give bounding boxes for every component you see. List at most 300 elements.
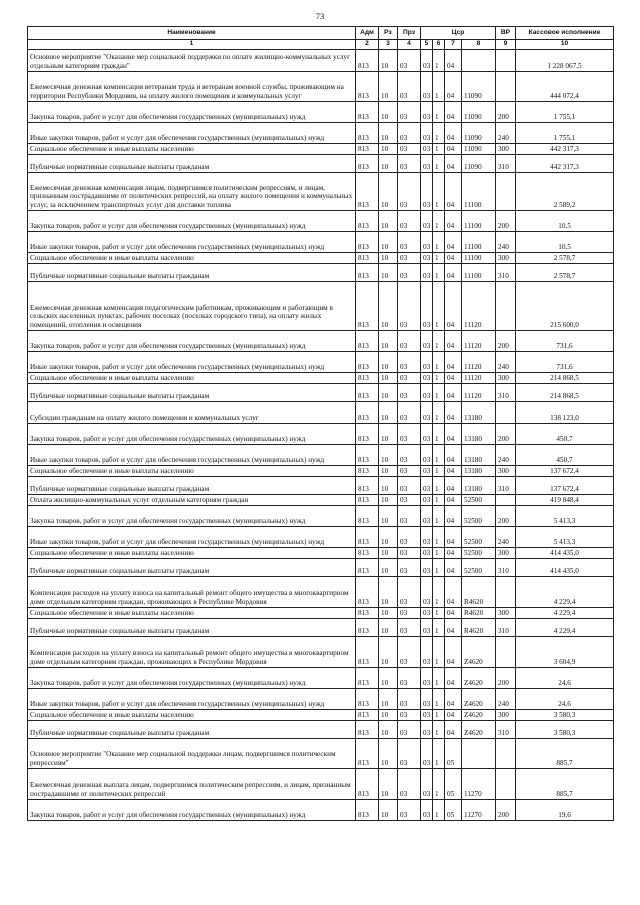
row-vr: 310 — [496, 263, 516, 281]
row-prz: 03 — [398, 476, 421, 494]
row-vr: 300 — [496, 709, 516, 720]
table-row — [28, 143, 614, 154]
header-vr: ВР — [496, 27, 516, 40]
row-adm: 813 — [356, 494, 379, 505]
row-csr-event: 04 — [445, 636, 462, 667]
row-adm: 813 — [356, 143, 379, 154]
row-csr-event: 04 — [445, 281, 462, 330]
row-csr-program: 03 — [421, 738, 433, 768]
row-csr-program: 03 — [421, 372, 433, 383]
row-vr: 300 — [496, 252, 516, 263]
row-vr: 310 — [496, 154, 516, 172]
row-vr: 300 — [496, 465, 516, 476]
row-name: Закупка товаров, работ и услуг для обеспечения государственных (муниципальных) нужд — [28, 799, 356, 820]
row-prz: 03 — [398, 576, 421, 607]
row-vr — [496, 401, 516, 423]
row-csr-direction: 11270 — [462, 799, 496, 820]
row-vr — [496, 738, 516, 768]
row-csr-event: 04 — [445, 71, 462, 101]
table-row — [28, 607, 614, 618]
row-csr-direction: 11100 — [462, 231, 496, 252]
table-row — [28, 465, 614, 476]
row-rz: 10 — [379, 738, 398, 768]
table-row — [28, 154, 614, 172]
table-row — [28, 49, 614, 71]
table-row — [28, 688, 614, 709]
row-csr-event: 04 — [445, 607, 462, 618]
row-csr-subprogram: 1 — [433, 465, 445, 476]
table-row — [28, 799, 614, 820]
row-csr-direction: R4620 — [462, 607, 496, 618]
row-rz: 10 — [379, 281, 398, 330]
row-vr: 310 — [496, 476, 516, 494]
row-csr-direction: 11100 — [462, 172, 496, 210]
table-row — [28, 101, 614, 122]
row-adm: 813 — [356, 281, 379, 330]
row-adm: 813 — [356, 122, 379, 143]
row-csr-event: 04 — [445, 720, 462, 738]
row-csr-subprogram: 1 — [433, 143, 445, 154]
row-prz: 03 — [398, 688, 421, 709]
row-csr-program: 03 — [421, 231, 433, 252]
row-csr-subprogram: 1 — [433, 667, 445, 688]
row-amount: 2 578,7 — [516, 263, 614, 281]
row-adm: 813 — [356, 768, 379, 799]
table-row — [28, 210, 614, 231]
row-csr-program: 03 — [421, 444, 433, 465]
row-prz: 03 — [398, 330, 421, 351]
row-name: Основное мероприятие "Оказание мер социальной поддержки лицам, подвергшимся политическим репрессиям" — [28, 738, 356, 768]
row-adm: 813 — [356, 799, 379, 820]
row-csr-subprogram: 1 — [433, 71, 445, 101]
row-csr-subprogram: 1 — [433, 210, 445, 231]
row-name: Публичные нормативные социальные выплаты гражданам — [28, 720, 356, 738]
row-csr-event: 05 — [445, 768, 462, 799]
row-name: Публичные нормативные социальные выплаты гражданам — [28, 618, 356, 636]
table-row — [28, 71, 614, 101]
row-csr-direction: 11090 — [462, 154, 496, 172]
row-csr-subprogram: 1 — [433, 576, 445, 607]
table-row — [28, 252, 614, 263]
row-name: Иные закупки товаров, работ и услуг для обеспечения государственных (муниципальных) нужд — [28, 231, 356, 252]
row-csr-program: 03 — [421, 558, 433, 576]
row-csr-program: 03 — [421, 576, 433, 607]
page-number: 73 — [315, 11, 325, 21]
row-prz: 03 — [398, 494, 421, 505]
row-csr-subprogram: 1 — [433, 252, 445, 263]
row-prz: 03 — [398, 618, 421, 636]
row-amount: 2 589,2 — [516, 172, 614, 210]
row-amount: 3 580,3 — [516, 709, 614, 720]
row-amount: 19,6 — [516, 799, 614, 820]
row-prz: 03 — [398, 636, 421, 667]
row-adm: 813 — [356, 558, 379, 576]
row-prz: 03 — [398, 263, 421, 281]
row-name: Компенсация расходов на уплату взноса на капитальный ремонт общего имущества в многоквартирном доме отдельным категориям граждан, проживающих в Республике Мордовия — [28, 636, 356, 667]
table-row — [28, 231, 614, 252]
column-number: 7 — [445, 40, 462, 50]
row-vr — [496, 768, 516, 799]
row-name: Иные закупки товаров, работ и услуг для обеспечения государственных (муниципальных) нужд — [28, 122, 356, 143]
row-csr-direction: 11100 — [462, 252, 496, 263]
row-rz: 10 — [379, 423, 398, 444]
row-adm: 813 — [356, 720, 379, 738]
column-number: 4 — [398, 40, 421, 50]
table-row — [28, 738, 614, 768]
row-csr-event: 04 — [445, 526, 462, 547]
row-name: Публичные нормативные социальные выплаты гражданам — [28, 558, 356, 576]
row-csr-subprogram: 1 — [433, 607, 445, 618]
header-csr: Цср — [421, 27, 496, 40]
row-adm: 813 — [356, 401, 379, 423]
row-name: Публичные нормативные социальные выплаты гражданам — [28, 263, 356, 281]
table-row — [28, 636, 614, 667]
row-csr-program: 03 — [421, 494, 433, 505]
column-number-row — [28, 40, 614, 50]
column-number: 9 — [496, 40, 516, 50]
row-csr-subprogram: 1 — [433, 768, 445, 799]
row-rz: 10 — [379, 49, 398, 71]
row-adm: 813 — [356, 547, 379, 558]
row-amount: 442 317,3 — [516, 143, 614, 154]
row-csr-direction: 13180 — [462, 465, 496, 476]
row-csr-subprogram: 1 — [433, 505, 445, 526]
row-csr-direction: 52500 — [462, 494, 496, 505]
row-csr-subprogram: 1 — [433, 444, 445, 465]
row-adm: 813 — [356, 210, 379, 231]
row-adm: 813 — [356, 263, 379, 281]
row-csr-program: 03 — [421, 607, 433, 618]
row-adm: 813 — [356, 576, 379, 607]
row-csr-event: 04 — [445, 476, 462, 494]
row-rz: 10 — [379, 720, 398, 738]
row-csr-program: 03 — [421, 476, 433, 494]
row-prz: 03 — [398, 172, 421, 210]
table-row — [28, 618, 614, 636]
row-name: Публичные нормативные социальные выплаты гражданам — [28, 476, 356, 494]
row-amount: 24,6 — [516, 688, 614, 709]
table-row — [28, 526, 614, 547]
row-rz: 10 — [379, 505, 398, 526]
row-csr-program: 03 — [421, 768, 433, 799]
row-csr-program: 03 — [421, 423, 433, 444]
row-adm: 813 — [356, 423, 379, 444]
row-vr: 300 — [496, 372, 516, 383]
row-rz: 10 — [379, 526, 398, 547]
row-rz: 10 — [379, 709, 398, 720]
row-name: Публичные нормативные социальные выплаты гражданам — [28, 383, 356, 401]
row-csr-program: 03 — [421, 210, 433, 231]
row-rz: 10 — [379, 558, 398, 576]
table-row — [28, 383, 614, 401]
row-prz: 03 — [398, 547, 421, 558]
row-prz: 03 — [398, 143, 421, 154]
row-amount: 419 848,4 — [516, 494, 614, 505]
row-vr — [496, 636, 516, 667]
row-csr-direction: 11100 — [462, 263, 496, 281]
table-row — [28, 720, 614, 738]
header-adm: Адм — [356, 27, 379, 40]
row-csr-program: 03 — [421, 101, 433, 122]
row-csr-direction: 11270 — [462, 768, 496, 799]
row-prz: 03 — [398, 231, 421, 252]
row-csr-subprogram: 1 — [433, 101, 445, 122]
row-amount: 10,5 — [516, 231, 614, 252]
row-rz: 10 — [379, 263, 398, 281]
row-rz: 10 — [379, 252, 398, 263]
row-amount: 414 435,0 — [516, 558, 614, 576]
row-csr-event: 04 — [445, 423, 462, 444]
row-amount: 4 229,4 — [516, 576, 614, 607]
row-csr-event: 04 — [445, 547, 462, 558]
row-name: Социальное обеспечение и иные выплаты населению — [28, 709, 356, 720]
row-csr-event: 04 — [445, 49, 462, 71]
table-row — [28, 667, 614, 688]
table-row — [28, 172, 614, 210]
row-csr-event: 04 — [445, 709, 462, 720]
row-csr-direction: 11120 — [462, 351, 496, 372]
row-name: Компенсация расходов на уплату взноса на капитальный ремонт общего имущества в многоквартирном доме отдельным категориям граждан, проживающих в Республике Мордовия — [28, 576, 356, 607]
row-csr-subprogram: 1 — [433, 172, 445, 210]
row-csr-program: 03 — [421, 71, 433, 101]
row-vr — [496, 71, 516, 101]
row-vr: 240 — [496, 122, 516, 143]
row-vr: 200 — [496, 101, 516, 122]
row-csr-subprogram: 1 — [433, 738, 445, 768]
row-prz: 03 — [398, 252, 421, 263]
row-vr: 200 — [496, 667, 516, 688]
row-amount: 2 578,7 — [516, 252, 614, 263]
row-rz: 10 — [379, 799, 398, 820]
row-prz: 03 — [398, 122, 421, 143]
row-csr-subprogram: 1 — [433, 49, 445, 71]
table-row — [28, 576, 614, 607]
row-csr-subprogram: 1 — [433, 401, 445, 423]
row-prz: 03 — [398, 351, 421, 372]
row-csr-event: 05 — [445, 738, 462, 768]
row-rz: 10 — [379, 476, 398, 494]
row-csr-subprogram: 1 — [433, 688, 445, 709]
row-prz: 03 — [398, 465, 421, 476]
row-name: Иные закупки товаров, работ и услуг для обеспечения государственных (муниципальных) нужд — [28, 526, 356, 547]
row-amount: 10,5 — [516, 210, 614, 231]
row-name: Закупка товаров, работ и услуг для обеспечения государственных (муниципальных) нужд — [28, 330, 356, 351]
row-csr-subprogram: 1 — [433, 383, 445, 401]
row-csr-subprogram: 1 — [433, 799, 445, 820]
row-rz: 10 — [379, 547, 398, 558]
row-csr-direction: Z4620 — [462, 709, 496, 720]
row-adm: 813 — [356, 667, 379, 688]
row-adm: 813 — [356, 526, 379, 547]
row-csr-program: 03 — [421, 618, 433, 636]
row-csr-program: 03 — [421, 465, 433, 476]
row-csr-direction: 13180 — [462, 423, 496, 444]
row-name: Социальное обеспечение и иные выплаты населению — [28, 547, 356, 558]
row-rz: 10 — [379, 667, 398, 688]
row-csr-event: 04 — [445, 231, 462, 252]
row-prz: 03 — [398, 372, 421, 383]
row-adm: 813 — [356, 607, 379, 618]
row-name: Основное мероприятие "Оказание мер социальной поддержки по оплате жилищно-коммунальных услуг отдельным категориям граждан" — [28, 49, 356, 71]
row-amount: 137 672,4 — [516, 465, 614, 476]
row-prz: 03 — [398, 799, 421, 820]
row-rz: 10 — [379, 210, 398, 231]
row-vr — [496, 494, 516, 505]
row-csr-direction: 11090 — [462, 143, 496, 154]
row-csr-direction: 13180 — [462, 444, 496, 465]
row-adm: 813 — [356, 172, 379, 210]
row-csr-subprogram: 1 — [433, 281, 445, 330]
row-csr-event: 04 — [445, 154, 462, 172]
row-csr-direction: 11120 — [462, 281, 496, 330]
row-vr: 200 — [496, 330, 516, 351]
header-name: Наименование — [28, 27, 356, 40]
row-csr-direction: Z4620 — [462, 667, 496, 688]
row-adm: 813 — [356, 154, 379, 172]
row-amount: 731,6 — [516, 330, 614, 351]
table-row — [28, 351, 614, 372]
row-prz: 03 — [398, 526, 421, 547]
row-csr-event: 04 — [445, 143, 462, 154]
row-adm: 813 — [356, 383, 379, 401]
row-amount: 24,6 — [516, 667, 614, 688]
row-csr-event: 04 — [445, 576, 462, 607]
row-csr-direction: 52500 — [462, 505, 496, 526]
row-prz: 03 — [398, 709, 421, 720]
row-amount: 4 229,4 — [516, 618, 614, 636]
row-amount: 137 672,4 — [516, 476, 614, 494]
row-csr-event: 04 — [445, 172, 462, 210]
row-rz: 10 — [379, 122, 398, 143]
row-vr — [496, 172, 516, 210]
row-csr-direction: 11090 — [462, 101, 496, 122]
row-name: Ежемесячная денежная компенсация ветеранам труда и ветеранам военной службы, проживающим на территории Республики Мордовия, на оплату жилого помещения и коммунальных услуг — [28, 71, 356, 101]
row-csr-direction: 11090 — [462, 122, 496, 143]
column-number: 8 — [462, 40, 496, 50]
row-prz: 03 — [398, 505, 421, 526]
row-name: Закупка товаров, работ и услуг для обеспечения государственных (муниципальных) нужд — [28, 505, 356, 526]
table-row — [28, 494, 614, 505]
row-csr-subprogram: 1 — [433, 636, 445, 667]
row-rz: 10 — [379, 576, 398, 607]
row-vr: 310 — [496, 383, 516, 401]
table-row — [28, 558, 614, 576]
row-amount: 731,6 — [516, 351, 614, 372]
row-name: Закупка товаров, работ и услуг для обеспечения государственных (муниципальных) нужд — [28, 210, 356, 231]
row-rz: 10 — [379, 231, 398, 252]
row-csr-program: 03 — [421, 252, 433, 263]
row-rz: 10 — [379, 688, 398, 709]
table-row — [28, 505, 614, 526]
row-vr: 310 — [496, 720, 516, 738]
row-adm: 813 — [356, 351, 379, 372]
row-csr-event: 04 — [445, 383, 462, 401]
row-rz: 10 — [379, 465, 398, 476]
row-adm: 813 — [356, 101, 379, 122]
row-csr-direction: R4620 — [462, 618, 496, 636]
row-csr-direction: 52500 — [462, 558, 496, 576]
row-vr: 200 — [496, 505, 516, 526]
row-prz: 03 — [398, 101, 421, 122]
row-csr-subprogram: 1 — [433, 154, 445, 172]
table-row — [28, 709, 614, 720]
row-prz: 03 — [398, 768, 421, 799]
row-csr-program: 03 — [421, 688, 433, 709]
table-header-row — [28, 27, 614, 40]
row-csr-direction: 11100 — [462, 210, 496, 231]
row-rz: 10 — [379, 101, 398, 122]
table-row — [28, 401, 614, 423]
row-csr-direction: 52500 — [462, 547, 496, 558]
row-name: Социальное обеспечение и иные выплаты населению — [28, 465, 356, 476]
row-prz: 03 — [398, 281, 421, 330]
row-prz: 03 — [398, 720, 421, 738]
row-csr-subprogram: 1 — [433, 526, 445, 547]
row-csr-direction: Z4620 — [462, 636, 496, 667]
row-csr-event: 04 — [445, 505, 462, 526]
row-prz: 03 — [398, 210, 421, 231]
row-csr-program: 03 — [421, 505, 433, 526]
row-csr-subprogram: 1 — [433, 476, 445, 494]
row-csr-direction — [462, 738, 496, 768]
row-csr-program: 03 — [421, 667, 433, 688]
row-rz: 10 — [379, 618, 398, 636]
row-csr-subprogram: 1 — [433, 122, 445, 143]
row-adm: 813 — [356, 476, 379, 494]
row-adm: 813 — [356, 505, 379, 526]
row-adm: 813 — [356, 688, 379, 709]
row-vr: 240 — [496, 688, 516, 709]
row-vr: 240 — [496, 526, 516, 547]
row-prz: 03 — [398, 71, 421, 101]
row-adm: 813 — [356, 372, 379, 383]
row-name: Оплата жилищно-коммунальных услуг отдельным категориям граждан — [28, 494, 356, 505]
row-csr-program: 03 — [421, 799, 433, 820]
row-rz: 10 — [379, 768, 398, 799]
row-csr-program: 03 — [421, 720, 433, 738]
row-csr-event: 04 — [445, 667, 462, 688]
row-prz: 03 — [398, 558, 421, 576]
row-amount: 414 435,0 — [516, 547, 614, 558]
row-csr-event: 04 — [445, 263, 462, 281]
row-csr-program: 03 — [421, 49, 433, 71]
row-csr-event: 04 — [445, 372, 462, 383]
row-csr-direction: 11120 — [462, 330, 496, 351]
row-csr-direction: 11120 — [462, 383, 496, 401]
row-prz: 03 — [398, 667, 421, 688]
row-csr-event: 04 — [445, 252, 462, 263]
table-row — [28, 263, 614, 281]
row-csr-direction — [462, 49, 496, 71]
table-row — [28, 476, 614, 494]
row-vr: 240 — [496, 444, 516, 465]
row-amount: 1 228 067,5 — [516, 49, 614, 71]
row-csr-event: 04 — [445, 558, 462, 576]
row-vr — [496, 576, 516, 607]
row-adm: 813 — [356, 231, 379, 252]
column-number: 10 — [516, 40, 614, 50]
row-amount: 444 072,4 — [516, 71, 614, 101]
row-csr-event: 04 — [445, 122, 462, 143]
row-rz: 10 — [379, 372, 398, 383]
row-csr-event: 04 — [445, 618, 462, 636]
row-amount: 138 123,0 — [516, 401, 614, 423]
row-rz: 10 — [379, 143, 398, 154]
row-prz: 03 — [398, 423, 421, 444]
row-csr-subprogram: 1 — [433, 263, 445, 281]
row-rz: 10 — [379, 444, 398, 465]
row-adm: 813 — [356, 49, 379, 71]
